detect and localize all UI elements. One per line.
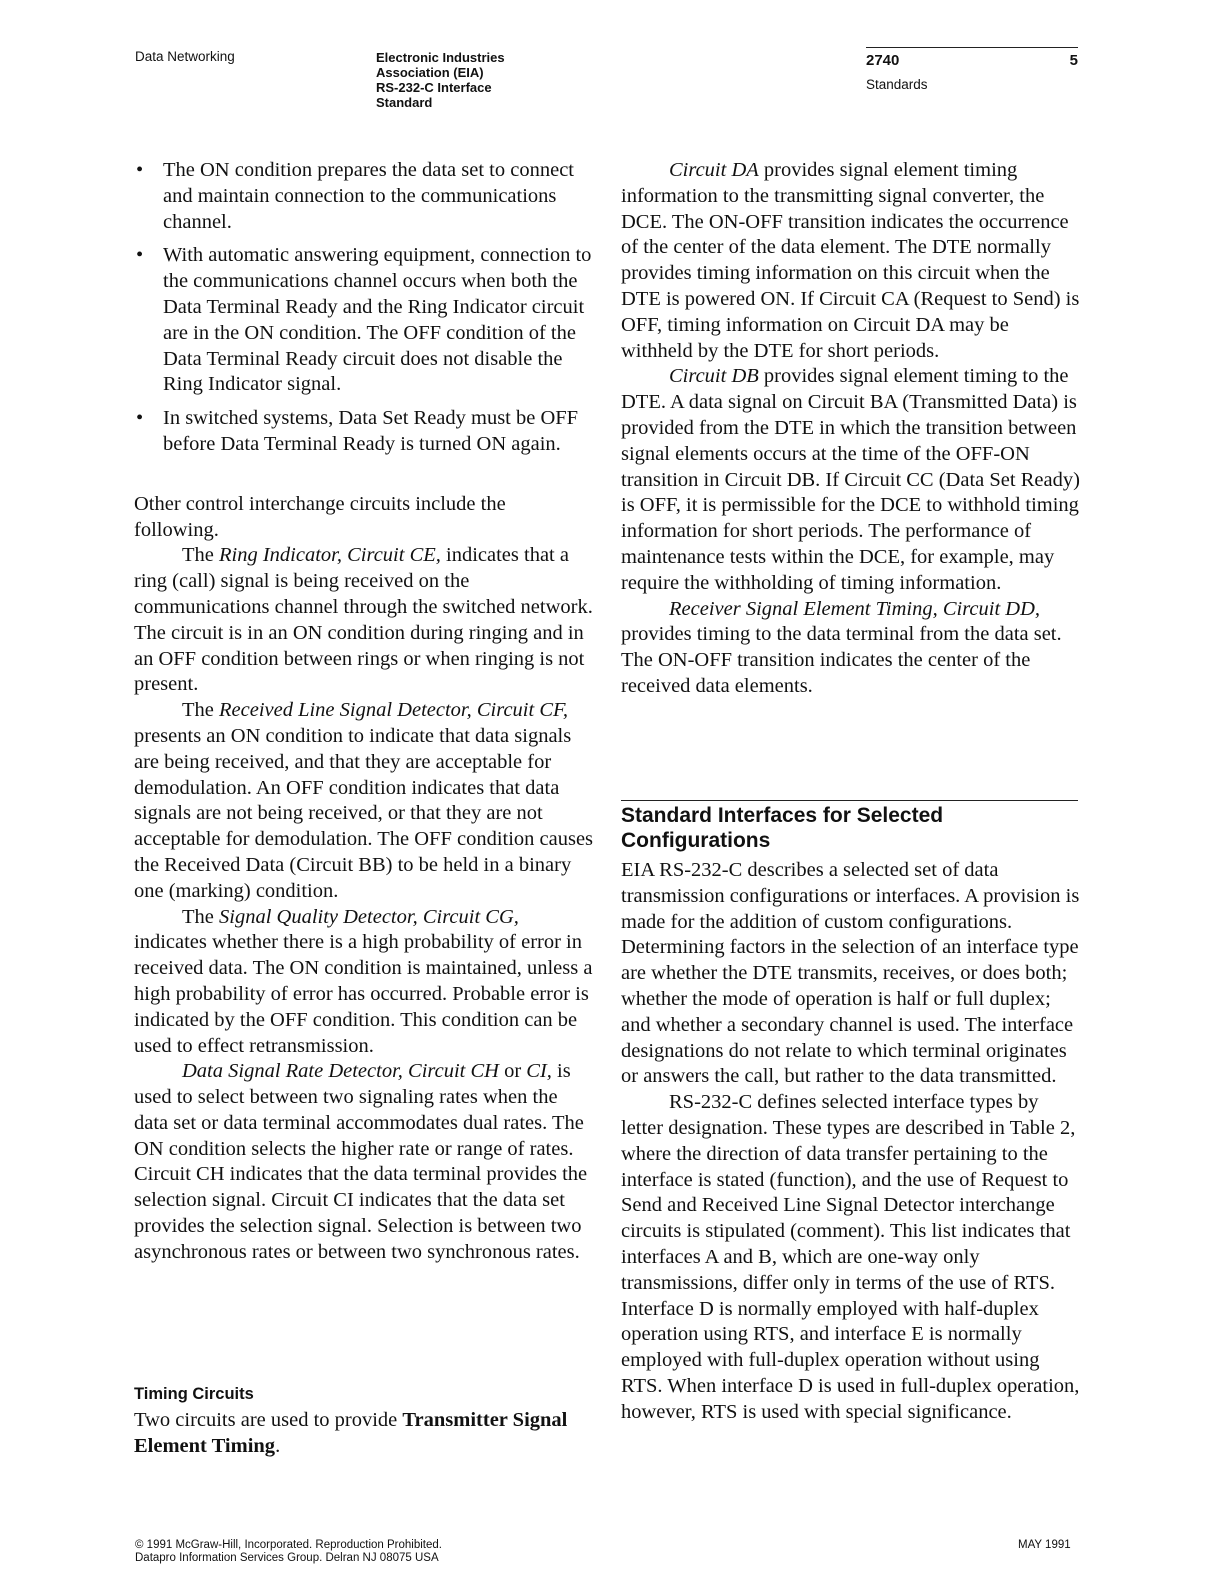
section-heading: Standard Interfaces for Selected Configurations [621, 804, 944, 852]
title-line: Association (EIA) [376, 65, 484, 80]
text-run: The [182, 699, 219, 722]
category: Standards [866, 77, 928, 92]
text-run: provides signal element timing to the DTE. A data signal on Circuit BA (Transmitted Data) is provided from the DTE in which the transition between signal elements occurs at the time of the OFF-ON transition in Circuit DB. If Circuit CC (Data Set Ready) is OFF, it is permissible for the DCE to withhold timing information for short periods. The performance of maintenance tests within the DCE, for example, may require the withholding of timing information. [621, 365, 1080, 594]
text-run: indicates whether there is a high probability of error in received data. The ON condition is maintained, unless a high probability of error has occurred. Probable error is indicated by the OFF condition. This condition can be used to effect retransmission. [134, 931, 593, 1057]
left-paragraphs [134, 492, 594, 1266]
italic-term: CI, [526, 1060, 552, 1083]
doc-number-row [866, 52, 1078, 69]
paragraph [134, 492, 594, 544]
paragraph [134, 1059, 594, 1265]
copyright: © 1991 McGraw-Hill, Incorporated. Reproduction Prohibited. [135, 1539, 442, 1551]
text-run: indicates that a ring (call) signal is being received on the communications channel through the switched network. The circuit is in an ON condition during ringing and in an OFF condition between rings or when ringing is not present. [134, 544, 593, 696]
paragraph [134, 698, 594, 904]
publisher: Datapro Information Services Group. Delran NJ 08075 USA [135, 1552, 439, 1564]
header-rule [866, 47, 1078, 48]
running-section: Data Networking [135, 49, 235, 64]
bold-term: Transmitter Signal Element Timing [134, 1409, 568, 1457]
text-run: Two circuits are used to provide [134, 1409, 403, 1431]
title-line: Standard [376, 95, 433, 110]
italic-term: Circuit DA [669, 159, 759, 181]
timing-circuits-heading: Timing Circuits [134, 1385, 254, 1403]
text-run: EIA RS-232-C describes a selected set of data transmission configurations or interfaces. A provision is made for the addition of custom configurations. Determining factors in the selection of an interface type are whether the DTE transmits, receives, or does both; whether the mode of operation is half or full duplex; and whether a secondary channel is used. The interface designations do not relate to which terminal originates or answers the call, but rather to the data transmitted. [621, 859, 1080, 1088]
title-line: RS-232-C Interface [376, 80, 492, 95]
title-line: Electronic Industries [376, 50, 505, 65]
doc-number: 2740 [866, 52, 900, 69]
text-run: . [275, 1434, 281, 1457]
text-run: The [182, 905, 219, 928]
left-column [134, 158, 594, 1266]
text-run: The [182, 544, 219, 567]
italic-term: Circuit DB [669, 365, 759, 388]
paragraph [621, 858, 1081, 1090]
text-run: provides timing to the data terminal from the data set. The ON-OFF transition indicates the center of the received data elements. [621, 623, 1062, 697]
italic-term: Received Line Signal Detector, Circuit CF, [219, 699, 569, 722]
text-run: provides signal element timing information to the transmitting signal converter, the DCE. The ON-OFF transition indicates the occurrence of the center of the data element. The DTE normally provides timing information on this circuit when the DTE is powered ON. If Circuit CA (Request to Send) is OFF, timing information on Circuit DA may be withheld by the DTE for short periods. [621, 159, 1080, 362]
paragraph [134, 905, 594, 1060]
right-paragraphs [621, 158, 1081, 700]
footer-left [135, 1539, 442, 1565]
italic-term: Ring Indicator, Circuit CE, [219, 544, 441, 567]
document-title [376, 50, 505, 110]
text-run: presents an ON condition to indicate that data signals are being received, and that they are acceptable for demodulation. An OFF condition indicates that data signals are not being received, or that they are not acceptable for demodulation. The OFF condition causes the Received Data (Circuit BB) to be held in a binary one (marking) condition. [134, 724, 594, 902]
italic-term: Data Signal Rate Detector, Circuit CH [182, 1060, 499, 1083]
paragraph [621, 364, 1081, 596]
bullet-item: • The ON condition prepares the data set to connect and maintain connection to the communications channel. [134, 158, 594, 235]
section-rule [621, 800, 1078, 801]
text-run: RS-232-C defines selected interface types by letter designation. These types are described in Table 2, where the direction of data transfer pertaining to the interface is stated (function), and the use of Request to Send and Received Line Signal Detector interchange circuits is stipulated (comment). This list indicates that interfaces A and B, which are one-way only transmissions, differ only in terms of the use of RTS. Interface D is normally employed with half-duplex operation using RTS, and interface E is normally employed with full-duplex operation without using RTS. When interface D is used in full-duplex operation, however, RTS is used with special significance. [621, 1091, 1080, 1423]
section-paragraphs [621, 858, 1081, 1426]
footer-date: MAY 1991 [1018, 1539, 1071, 1551]
paragraph [621, 597, 1081, 700]
bullet-item: • In switched systems, Data Set Ready must be OFF before Data Terminal Ready is turned ON again. [134, 406, 594, 458]
paragraph [134, 1408, 594, 1460]
bullet-item: • With automatic answering equipment, connection to the communications channel occurs when both the Data Terminal Ready and the Ring Indicator circuit are in the ON condition. The OFF condition of the Data Terminal Ready circuit does not disable the Ring Indicator signal. [134, 243, 594, 398]
timing-paragraph [134, 1408, 594, 1460]
text-run: is used to select between two signaling rates when the data set or data terminal accommodates dual rates. The ON condition selects the higher rate or range of rates. Circuit CH indicates that the data terminal provides the selection signal. Circuit CI indicates that the data set provides the selection signal. Selection is between two asynchronous rates or between two synchronous rates. [134, 1060, 588, 1263]
paragraph [621, 1090, 1081, 1425]
text-run: Other control interchange circuits include the following. [134, 492, 506, 541]
paragraph [134, 543, 594, 698]
paragraph [621, 158, 1081, 364]
bullet-list [134, 158, 594, 458]
page-number: 5 [1069, 52, 1078, 69]
italic-term: Receiver Signal Element Timing, Circuit DD, [669, 597, 1041, 620]
italic-term: Signal Quality Detector, Circuit CG, [219, 905, 519, 928]
text-run: or [498, 1060, 527, 1083]
